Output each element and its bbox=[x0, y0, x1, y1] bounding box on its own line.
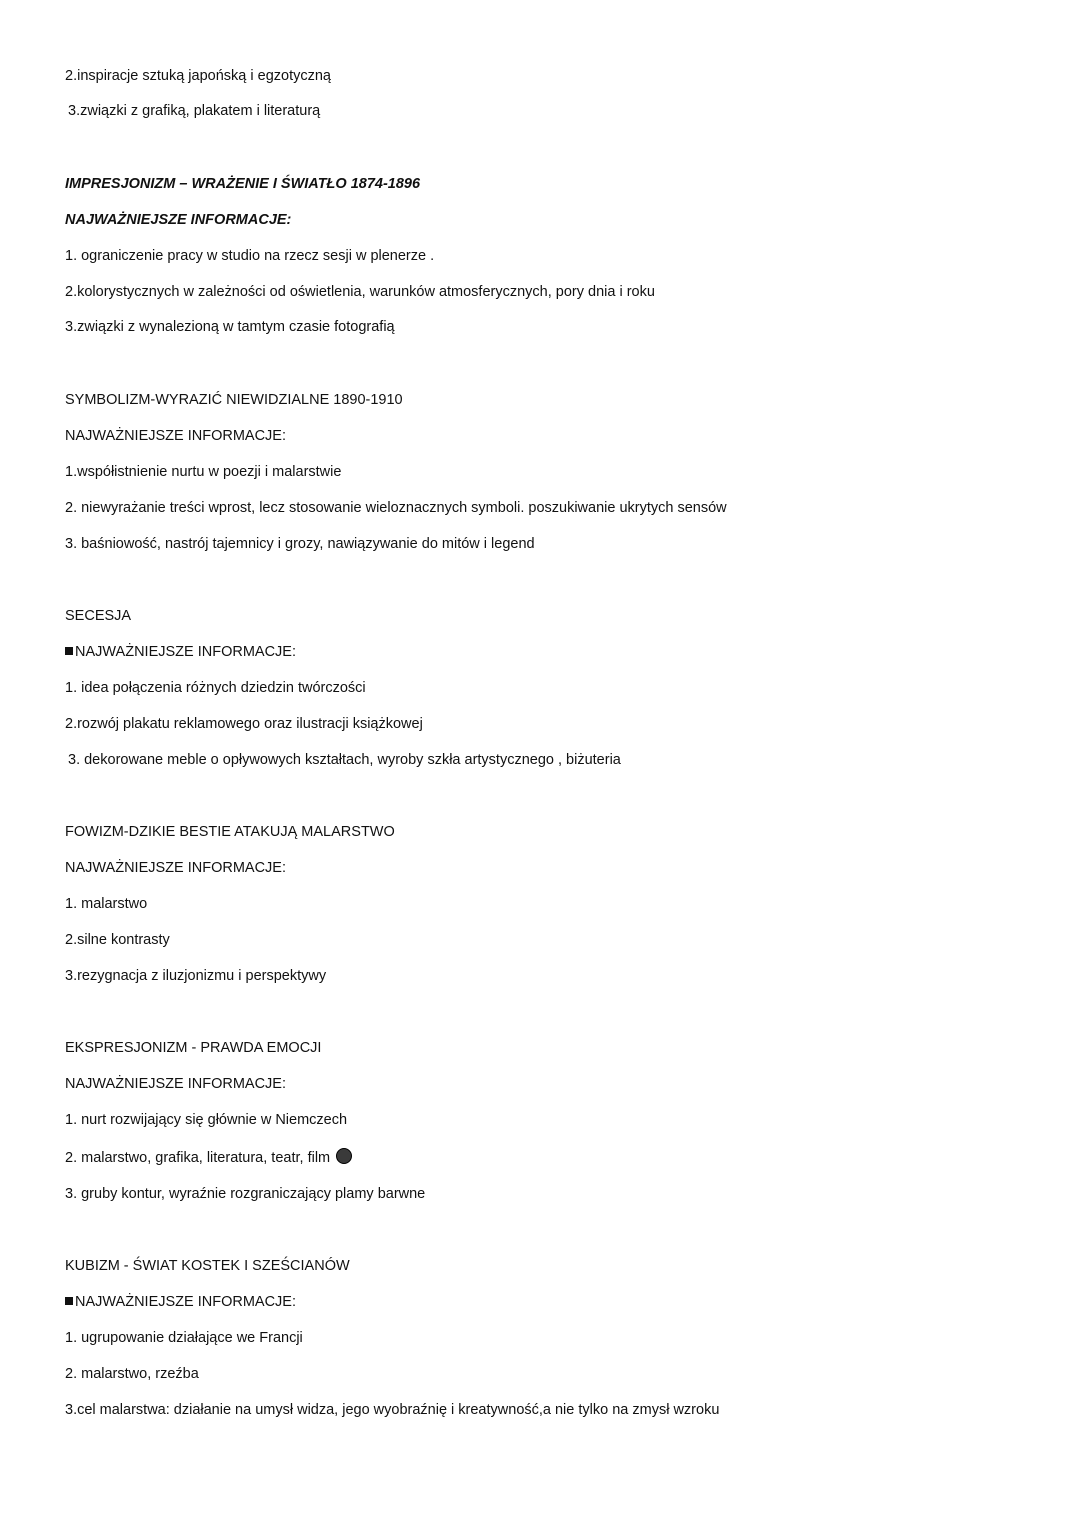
impresjonizm-item-2: 2.kolorystycznych w zależności od oświetlenia, warunków atmosferycznych, pory dnia i roku bbox=[65, 284, 655, 300]
secesja-subtitle: NAJWAŻNIEJSZE INFORMACJE: bbox=[75, 644, 296, 660]
ekspresjonizm-item-3: 3. gruby kontur, wyraźnie rozgraniczający plamy barwne bbox=[65, 1186, 426, 1202]
symbolizm-item-1: 1.współistnienie nurtu w poezji i malarstwie bbox=[65, 464, 342, 480]
ekspresjonizm-item-1: 1. nurt rozwijający się głównie w Niemczech bbox=[65, 1112, 348, 1128]
square-bullet-icon bbox=[65, 647, 73, 655]
symbolizm-item-2: 2. niewyrażanie treści wprost, lecz stosowanie wieloznacznych symboli. poszukiwanie ukrytych sensów bbox=[65, 500, 727, 516]
fowizm-subtitle: NAJWAŻNIEJSZE INFORMACJE: bbox=[65, 860, 286, 876]
fowizm-item-3: 3.rezygnacja z iluzjonizmu i perspektywy bbox=[65, 968, 327, 984]
secesja-item-2: 2.rozwój plakatu reklamowego oraz ilustracji książkowej bbox=[65, 716, 423, 732]
kubizm-item-1: 1. ugrupowanie działające we Francji bbox=[65, 1330, 303, 1346]
fowizm-item-2: 2.silne kontrasty bbox=[65, 932, 170, 948]
secesja-subtitle-row bbox=[65, 642, 296, 662]
symbolizm-subtitle: NAJWAŻNIEJSZE INFORMACJE: bbox=[65, 428, 286, 444]
kubizm-title: KUBIZM - ŚWIAT KOSTEK I SZEŚCIANÓW bbox=[65, 1258, 350, 1274]
symbolizm-item-3: 3. baśniowość, nastrój tajemnicy i grozy, nawiązywanie do mitów i legend bbox=[65, 536, 535, 552]
secesja-title: SECESJA bbox=[65, 608, 132, 624]
kubizm-subtitle: NAJWAŻNIEJSZE INFORMACJE: bbox=[75, 1294, 296, 1310]
fowizm-item-1: 1. malarstwo bbox=[65, 896, 148, 912]
ekspresjonizm-item-2-row bbox=[65, 1148, 352, 1168]
secesja-item-1: 1. idea połączenia różnych dziedzin twórczości bbox=[65, 680, 366, 696]
kubizm-subtitle-row bbox=[65, 1292, 296, 1312]
ekspresjonizm-item-2: 2. malarstwo, grafika, literatura, teatr, film bbox=[65, 1150, 331, 1166]
symbolizm-title: SYMBOLIZM-WYRAZIĆ NIEWIDZIALNE 1890-1910 bbox=[65, 392, 403, 408]
black-dot-icon bbox=[336, 1148, 352, 1164]
impresjonizm-item-3: 3.związki z wynalezioną w tamtym czasie fotografią bbox=[65, 319, 395, 335]
secesja-item-3: 3. dekorowane meble o opływowych kształtach, wyroby szkła artystycznego , biżuteria bbox=[68, 752, 621, 768]
impresjonizm-subtitle: NAJWAŻNIEJSZE INFORMACJE: bbox=[65, 212, 292, 228]
ekspresjonizm-title: EKSPRESJONIZM - PRAWDA EMOCJI bbox=[65, 1040, 322, 1056]
kubizm-item-3: 3.cel malarstwa: działanie na umysł widza, jego wyobraźnię i kreatywność,a nie tylko na zmysł wzroku bbox=[65, 1402, 720, 1418]
ekspresjonizm-subtitle: NAJWAŻNIEJSZE INFORMACJE: bbox=[65, 1076, 286, 1092]
impresjonizm-title: IMPRESJONIZM – WRAŻENIE I ŚWIATŁO 1874-1896 bbox=[65, 176, 421, 192]
intro-item-3: 3.związki z grafiką, plakatem i literaturą bbox=[68, 103, 321, 119]
kubizm-item-2: 2. malarstwo, rzeźba bbox=[65, 1366, 199, 1382]
impresjonizm-item-1: 1. ograniczenie pracy w studio na rzecz sesji w plenerze . bbox=[65, 248, 435, 264]
square-bullet-icon bbox=[65, 1297, 73, 1305]
fowizm-title: FOWIZM-DZIKIE BESTIE ATAKUJĄ MALARSTWO bbox=[65, 824, 395, 840]
intro-item-2: 2.inspiracje sztuką japońską i egzotyczną bbox=[65, 68, 331, 84]
